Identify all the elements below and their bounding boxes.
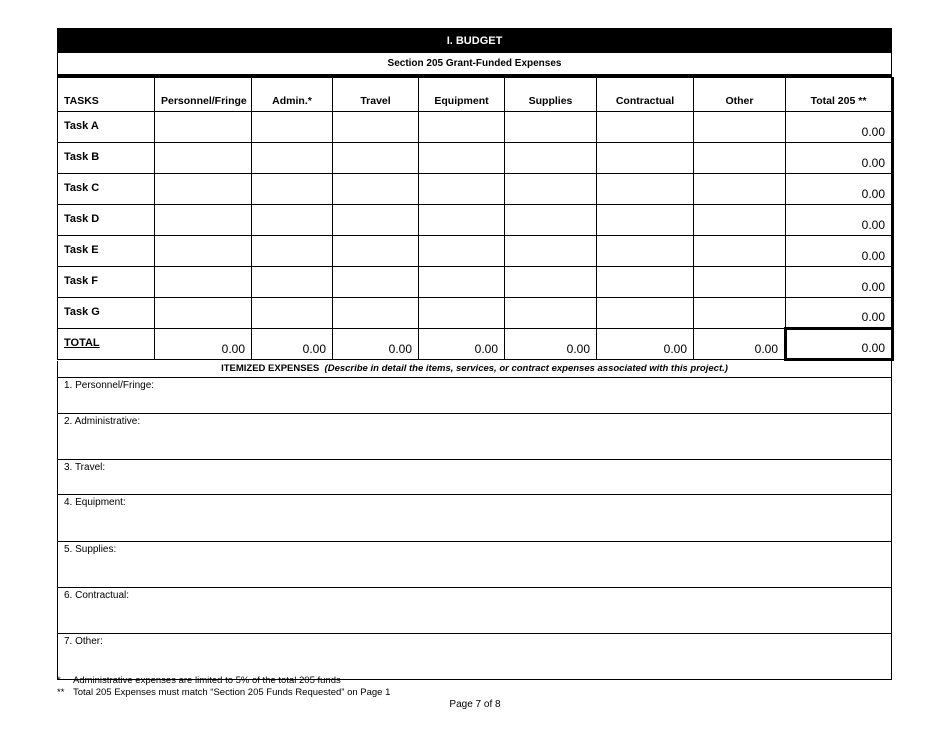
- cell-input[interactable]: [597, 236, 694, 267]
- itemized-field-personnel[interactable]: [57, 377, 892, 413]
- cell-input[interactable]: [419, 143, 505, 174]
- cell-input[interactable]: [252, 143, 333, 174]
- cell-input[interactable]: [597, 174, 694, 205]
- col-header-personnel: Personnel/Fringe: [155, 78, 252, 112]
- cell-input[interactable]: [505, 205, 597, 236]
- cell-input[interactable]: [333, 236, 419, 267]
- col-header-tasks: TASKS: [58, 78, 155, 112]
- total-equipment: 0.00: [419, 329, 505, 360]
- cell-input[interactable]: [419, 236, 505, 267]
- cell-input[interactable]: [694, 205, 786, 236]
- cell-input[interactable]: [419, 267, 505, 298]
- total-admin: 0.00: [252, 329, 333, 360]
- row-total: 0.00: [786, 112, 893, 143]
- cell-input[interactable]: [505, 298, 597, 329]
- cell-input[interactable]: [252, 267, 333, 298]
- col-header-admin: Admin.*: [252, 78, 333, 112]
- cell-input[interactable]: [694, 236, 786, 267]
- row-total: 0.00: [786, 205, 893, 236]
- total-label: TOTAL: [58, 329, 155, 360]
- section-title: I. BUDGET: [57, 28, 892, 53]
- table-row: [58, 298, 893, 329]
- cell-input[interactable]: [419, 205, 505, 236]
- table-row: [58, 143, 893, 174]
- cell-input[interactable]: [155, 267, 252, 298]
- task-label: Task B: [58, 143, 155, 174]
- table-row: [58, 236, 893, 267]
- budget-form: [57, 28, 892, 680]
- col-header-equipment: Equipment: [419, 78, 505, 112]
- cell-input[interactable]: [419, 174, 505, 205]
- grand-total: 0.00: [786, 329, 893, 360]
- cell-input[interactable]: [333, 174, 419, 205]
- itemized-label: 3. Travel:: [64, 462, 106, 473]
- cell-input[interactable]: [155, 236, 252, 267]
- total-other: 0.00: [694, 329, 786, 360]
- cell-input[interactable]: [155, 205, 252, 236]
- cell-input[interactable]: [333, 267, 419, 298]
- cell-input[interactable]: [694, 143, 786, 174]
- row-total: 0.00: [786, 236, 893, 267]
- footnote-text: Total 205 Expenses must match “Section 205 Funds Requested” on Page 1: [73, 687, 391, 698]
- footnote-text: Administrative expenses are limited to 5% of the total 205 funds: [73, 675, 341, 686]
- col-header-other: Other: [694, 78, 786, 112]
- cell-input[interactable]: [694, 112, 786, 143]
- itemized-label: 7. Other:: [64, 636, 103, 647]
- itemized-field-contractual[interactable]: [57, 587, 892, 633]
- cell-input[interactable]: [505, 112, 597, 143]
- task-label: Task C: [58, 174, 155, 205]
- cell-input[interactable]: [694, 267, 786, 298]
- itemized-title: ITEMIZED EXPENSES: [221, 363, 320, 374]
- cell-input[interactable]: [597, 267, 694, 298]
- table-row: [58, 267, 893, 298]
- itemized-label: 1. Personnel/Fringe:: [64, 380, 155, 391]
- col-header-contractual: Contractual: [597, 78, 694, 112]
- budget-table: [57, 77, 894, 361]
- cell-input[interactable]: [597, 143, 694, 174]
- itemized-field-administrative[interactable]: [57, 413, 892, 459]
- task-label: Task A: [58, 112, 155, 143]
- cell-input[interactable]: [155, 298, 252, 329]
- total-contractual: 0.00: [597, 329, 694, 360]
- itemized-label: 4. Equipment:: [64, 497, 126, 508]
- row-total: 0.00: [786, 298, 893, 329]
- itemized-field-supplies[interactable]: [57, 541, 892, 587]
- row-total: 0.00: [786, 174, 893, 205]
- footnote-mark: **: [57, 687, 65, 698]
- cell-input[interactable]: [597, 298, 694, 329]
- cell-input[interactable]: [694, 298, 786, 329]
- cell-input[interactable]: [505, 174, 597, 205]
- itemized-heading: [57, 361, 892, 377]
- cell-input[interactable]: [155, 112, 252, 143]
- total-row: [58, 329, 893, 360]
- footnote-mark: *: [57, 675, 61, 686]
- row-total: 0.00: [786, 143, 893, 174]
- cell-input[interactable]: [505, 267, 597, 298]
- task-label: Task E: [58, 236, 155, 267]
- footnotes: [57, 675, 390, 699]
- cell-input[interactable]: [252, 298, 333, 329]
- itemized-label: 6. Contractual:: [64, 590, 130, 601]
- cell-input[interactable]: [252, 236, 333, 267]
- cell-input[interactable]: [694, 174, 786, 205]
- total-supplies: 0.00: [505, 329, 597, 360]
- cell-input[interactable]: [597, 205, 694, 236]
- itemized-field-other[interactable]: [57, 633, 892, 680]
- table-row: [58, 174, 893, 205]
- cell-input[interactable]: [333, 143, 419, 174]
- total-personnel: 0.00: [155, 329, 252, 360]
- row-total: 0.00: [786, 267, 893, 298]
- itemized-instruction: (Describe in detail the items, services, or contract expenses associated with this project.): [324, 363, 728, 374]
- col-header-total: Total 205 **: [786, 78, 893, 112]
- cell-input[interactable]: [333, 298, 419, 329]
- section-subtitle: Section 205 Grant-Funded Expenses: [57, 53, 892, 77]
- cell-input[interactable]: [252, 112, 333, 143]
- cell-input[interactable]: [155, 174, 252, 205]
- footnote: [57, 675, 390, 687]
- cell-input[interactable]: [597, 112, 694, 143]
- task-label: Task G: [58, 298, 155, 329]
- table-row: [58, 112, 893, 143]
- table-row: [58, 205, 893, 236]
- cell-input[interactable]: [333, 205, 419, 236]
- col-header-supplies: Supplies: [505, 78, 597, 112]
- total-travel: 0.00: [333, 329, 419, 360]
- itemized-label: 2. Administrative:: [64, 416, 141, 427]
- itemized-field-equipment[interactable]: [57, 494, 892, 541]
- col-header-travel: Travel: [333, 78, 419, 112]
- task-label: Task D: [58, 205, 155, 236]
- task-label: Task F: [58, 267, 155, 298]
- cell-input[interactable]: [252, 205, 333, 236]
- cell-input[interactable]: [505, 236, 597, 267]
- itemized-field-travel[interactable]: [57, 459, 892, 494]
- cell-input[interactable]: [505, 143, 597, 174]
- cell-input[interactable]: [333, 112, 419, 143]
- itemized-label: 5. Supplies:: [64, 544, 117, 555]
- cell-input[interactable]: [419, 298, 505, 329]
- page-number: Page 7 of 8: [449, 699, 501, 710]
- footnote: [57, 687, 390, 699]
- cell-input[interactable]: [419, 112, 505, 143]
- cell-input[interactable]: [252, 174, 333, 205]
- cell-input[interactable]: [155, 143, 252, 174]
